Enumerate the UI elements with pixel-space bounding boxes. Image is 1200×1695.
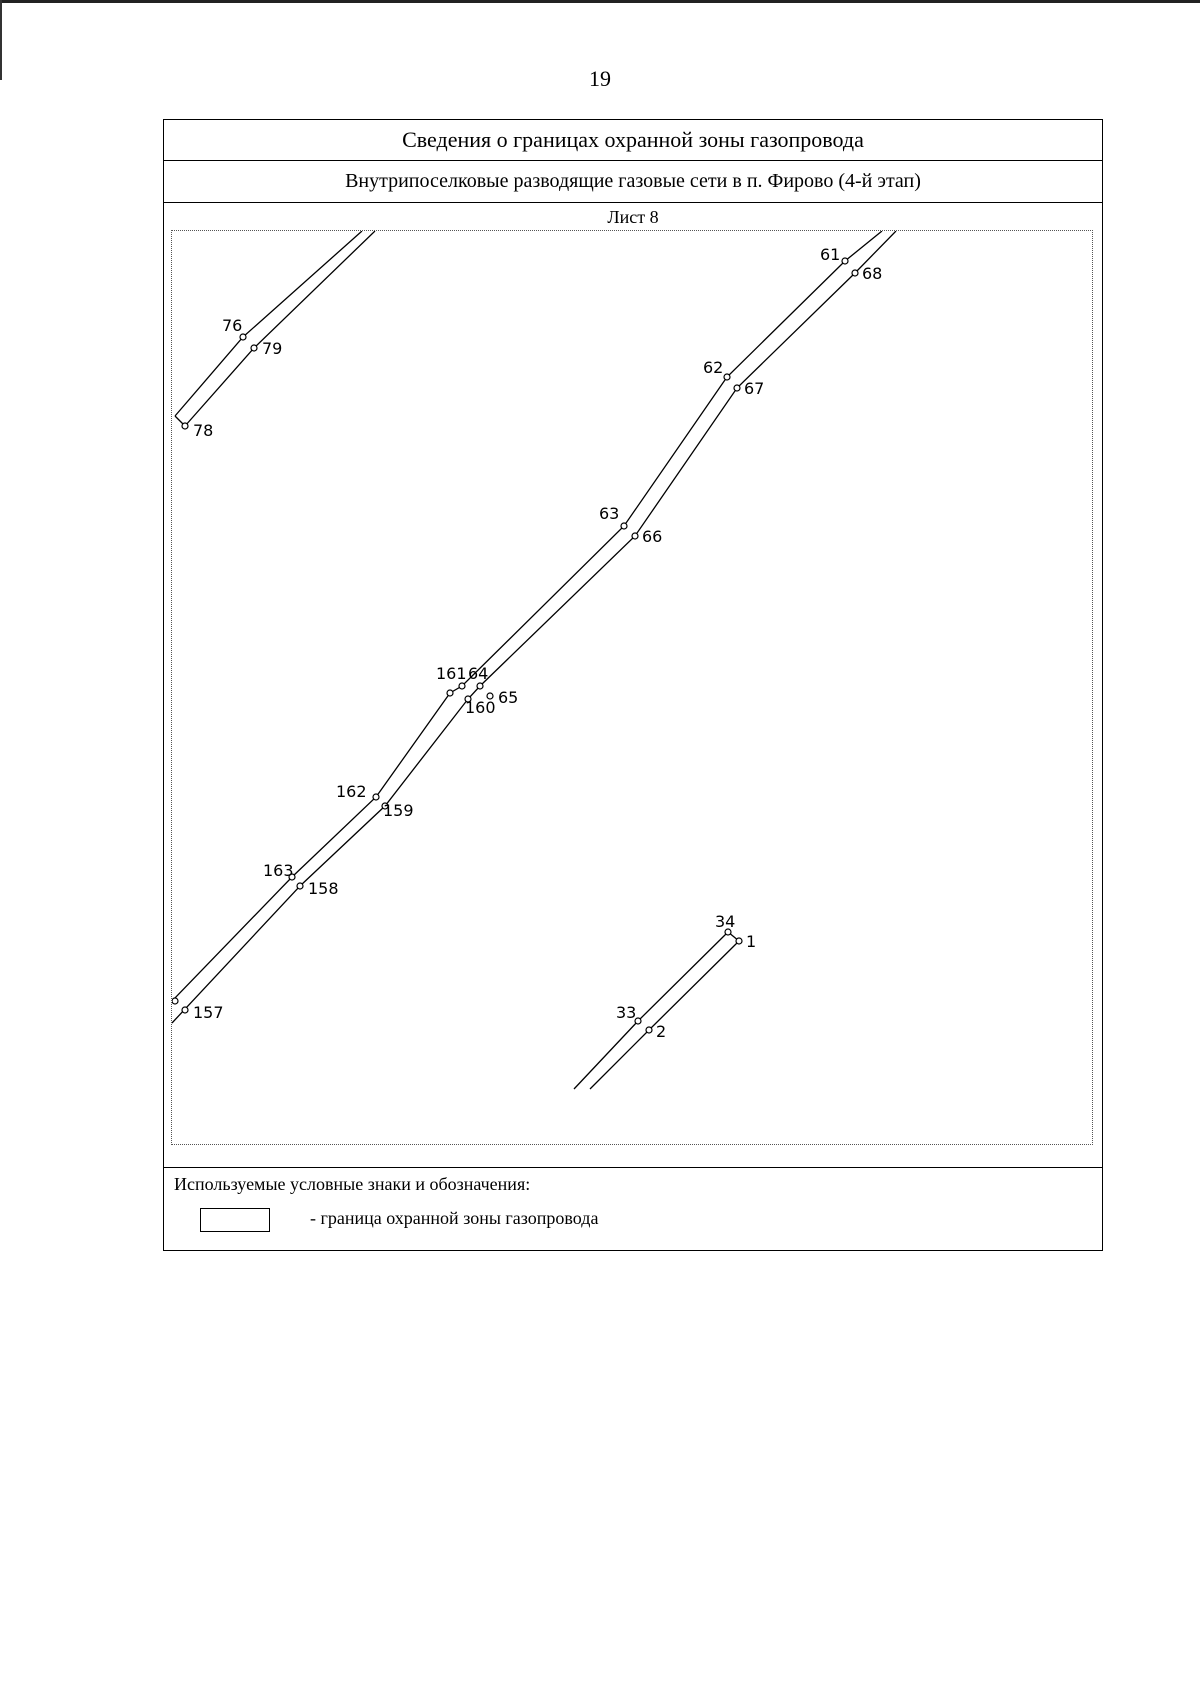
map-area xyxy=(171,230,1093,1145)
point-marker xyxy=(621,523,627,529)
point-label: 158 xyxy=(308,879,339,898)
legend-swatch-protection-zone xyxy=(200,1208,270,1232)
point-labels xyxy=(193,245,882,1041)
point-label: 157 xyxy=(193,1003,224,1022)
map-frame xyxy=(163,119,1103,1251)
point-label: 33 xyxy=(616,1003,637,1022)
document-subtitle: Внутрипоселковые разводящие газовые сети в п. Фирово (4-й этап) xyxy=(164,160,1102,203)
zone-line-top-left-a xyxy=(175,231,362,416)
point-label: 163 xyxy=(263,861,294,880)
point-label: 159 xyxy=(383,801,414,820)
point-marker xyxy=(251,345,257,351)
point-marker xyxy=(182,423,188,429)
point-marker xyxy=(734,385,740,391)
point-marker xyxy=(736,938,742,944)
point-label: 76 xyxy=(222,316,243,335)
point-marker xyxy=(477,683,483,689)
legend-title: Используемые условные знаки и обозначения: xyxy=(174,1174,531,1194)
point-label: 63 xyxy=(599,504,620,523)
point-marker xyxy=(373,794,379,800)
point-label: 34 xyxy=(715,912,736,931)
point-label: 79 xyxy=(262,339,283,358)
point-marker xyxy=(852,270,858,276)
legend xyxy=(164,1167,1102,1252)
legend-item-text: - граница охранной зоны газопровода xyxy=(310,1208,599,1228)
point-label: 66 xyxy=(642,527,663,546)
point-label: 78 xyxy=(193,421,214,440)
point-label: 62 xyxy=(703,358,724,377)
point-label: 161 xyxy=(436,664,467,683)
point-label: 65 xyxy=(498,688,519,707)
point-marker xyxy=(172,998,178,1004)
zone-line-top-left-b xyxy=(185,231,375,426)
point-label: 160 xyxy=(465,698,496,717)
point-label: 1 xyxy=(746,932,757,951)
boundary-points xyxy=(172,258,858,1033)
point-label: 2 xyxy=(656,1022,667,1041)
zone-line-bottom-b xyxy=(590,941,739,1089)
point-label: 64 xyxy=(468,664,489,683)
scan-edge xyxy=(0,0,1200,3)
point-label: 68 xyxy=(862,264,883,283)
point-label: 67 xyxy=(744,379,765,398)
point-marker xyxy=(447,690,453,696)
sheet-label: Лист 8 xyxy=(607,207,659,227)
point-marker xyxy=(182,1007,188,1013)
point-marker xyxy=(646,1027,652,1033)
point-marker xyxy=(459,683,465,689)
point-marker xyxy=(632,533,638,539)
point-label: 61 xyxy=(820,245,841,264)
zone-line-bottom-a xyxy=(574,932,728,1089)
point-marker xyxy=(724,374,730,380)
zone-map xyxy=(172,231,1094,1146)
document-title: Сведения о границах охранной зоны газопровода xyxy=(164,120,1102,161)
zone-boundaries xyxy=(172,231,896,1089)
point-marker xyxy=(842,258,848,264)
point-label: 162 xyxy=(336,782,367,801)
page-number: 19 xyxy=(589,66,611,91)
point-marker xyxy=(297,883,303,889)
